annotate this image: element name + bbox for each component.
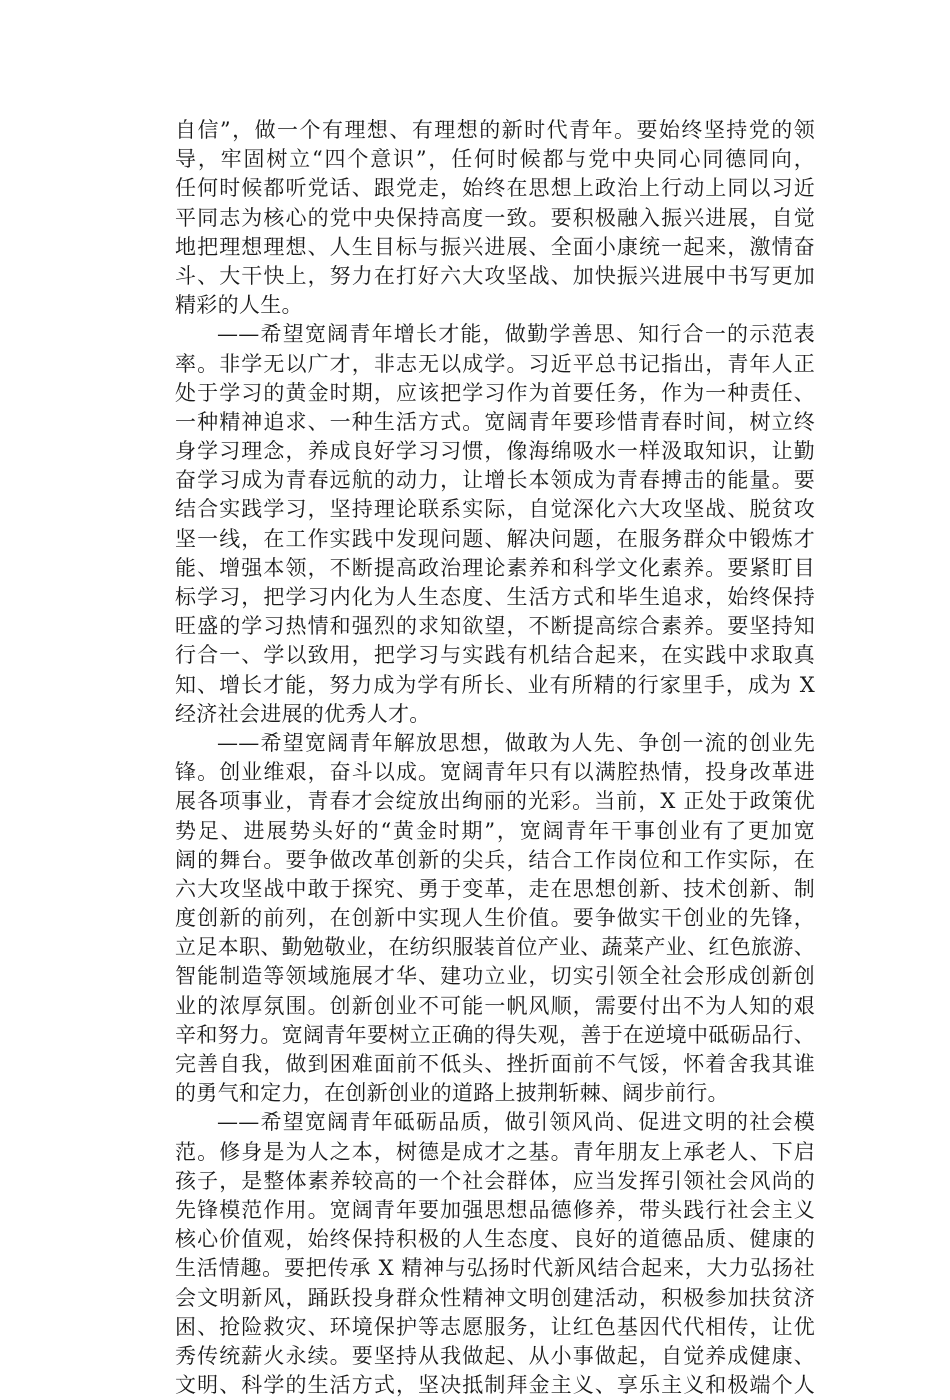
text-line: 阔的舞台。要争做改革创新的尖兵，结合工作岗位和工作实际，在: [175, 847, 815, 872]
paragraph-first-line: ——希望宽阔青年解放思想，做敢为人先、争创一流的创业先: [217, 730, 815, 755]
text-line: 展各项事业，青春才会绽放出绚丽的光彩。当前，X 正处于政策优: [175, 789, 815, 814]
text-line: 孩子，是整体素养较高的一个社会群体，应当发挥引领社会风尚的: [175, 1168, 815, 1193]
text-line: 地把理想理想、人生目标与振兴进展、全面小康统一起来，激情奋: [175, 234, 815, 259]
text-line: 旺盛的学习热情和强烈的求知欲望，不断提高综合素养。要坚持知: [175, 614, 815, 639]
text-line: 的勇气和定力，在创新创业的道路上披荆斩棘、阔步前行。: [175, 1081, 729, 1106]
text-line: 锋。创业维艰，奋斗以成。宽阔青年只有以满腔热情，投身改革进: [175, 760, 815, 785]
text-line: 生活情趣。要把传承 X 精神与弘扬时代新风结合起来，大力弘扬社: [175, 1256, 815, 1281]
text-line: 势足、进展势头好的“黄金时期”，宽阔青年干事创业有了更加宽: [175, 818, 815, 843]
paragraph-first-line: ——希望宽阔青年砥砺品质，做引领风尚、促进文明的社会模: [217, 1110, 815, 1135]
text-line: 秀传统薪火永续。要坚持从我做起、从小事做起，自觉养成健康、: [175, 1343, 815, 1368]
text-line: 六大攻坚战中敢于探究、勇于变革，走在思想创新、技术创新、制: [175, 876, 815, 901]
text-line: 业的浓厚氛围。创新创业不可能一帆风顺，需要付出不为人知的艰: [175, 993, 815, 1018]
text-line: 自信”，做一个有理想、有理想的新时代青年。要始终坚持党的领: [175, 118, 815, 142]
paragraph-first-line: ——希望宽阔青年增长才能，做勤学善思、知行合一的示范表: [217, 322, 815, 347]
text-line: 知、增长才能，努力成为学有所长、业有所精的行家里手，成为 X: [175, 672, 815, 697]
text-line: 平同志为核心的党中央保持高度一致。要积极融入振兴进展，自觉: [175, 205, 815, 230]
text-line: 奋学习成为青春远航的动力，让增长本领成为青春搏击的能量。要: [175, 468, 815, 493]
text-line: 一种精神追求、一种生活方式。宽阔青年要珍惜青春时间，树立终: [175, 409, 815, 434]
text-line: 智能制造等领域施展才华、建功立业，切实引领全社会形成创新创: [175, 964, 815, 989]
text-line: 能、增强本领，不断提高政治理论素养和科学文化素养。要紧盯目: [175, 555, 815, 580]
text-line: 立足本职、勤勉敬业，在纺织服装首位产业、蔬菜产业、红色旅游、: [175, 935, 815, 960]
text-line: 困、抢险救灾、环境保护等志愿服务，让红色基因代代相传，让优: [175, 1314, 815, 1339]
document-body: [175, 116, 815, 1400]
text-line: 会文明新风，踊跃投身群众性精神文明创建活动，积极参加扶贫济: [175, 1285, 815, 1310]
text-line: 辛和努力。宽阔青年要树立正确的得失观，善于在逆境中砥砺品行、: [175, 1022, 815, 1047]
text-line: 文明、科学的生活方式，坚决抵制拜金主义、享乐主义和极端个人: [175, 1373, 815, 1398]
text-line: 坚一线，在工作实践中发现问题、解决问题，在服务群众中锻炼才: [175, 526, 815, 551]
text-line: 标学习，把学习内化为人生态度、生活方式和毕生追求，始终保持: [175, 585, 815, 609]
text-line: 率。非学无以广才，非志无以成学。习近平总书记指出，青年人正: [175, 351, 815, 376]
text-line: 处于学习的黄金时期，应该把学习作为首要任务，作为一种责任、: [175, 380, 815, 405]
text-line: 完善自我，做到困难面前不低头、挫折面前不气馁，怀着舍我其谁: [175, 1052, 815, 1076]
text-line: 斗、大干快上，努力在打好六大攻坚战、加快振兴进展中书写更加: [175, 263, 815, 288]
text-line: 核心价值观，始终保持积极的人生态度、良好的道德品质、健康的: [175, 1227, 815, 1252]
text-line: 行合一、学以致用，把学习与实践有机结合起来，在实践中求取真: [175, 643, 815, 668]
text-line: 身学习理念，养成良好学习习惯，像海绵吸水一样汲取知识，让勤: [175, 439, 815, 464]
text-line: 精彩的人生。: [175, 293, 303, 318]
text-line: 结合实践学习，坚持理论联系实际，自觉深化六大攻坚战、脱贫攻: [175, 497, 815, 522]
text-line: 先锋模范作用。宽阔青年要加强思想品德修养，带头践行社会主义: [175, 1197, 815, 1222]
text-line: 经济社会进展的优秀人才。: [175, 701, 431, 726]
text-line: 范。修身是为人之本，树德是成才之基。青年朋友上承老人、下启: [175, 1139, 815, 1164]
text-line: 导，牢固树立“四个意识”，任何时候都与党中央同心同德同向，: [175, 147, 815, 172]
text-line: 度创新的前列，在创新中实现人生价值。要争做实干创业的先锋，: [175, 906, 815, 931]
text-line: 任何时候都听党话、跟党走，始终在思想上政治上行动上同以习近: [175, 176, 815, 201]
